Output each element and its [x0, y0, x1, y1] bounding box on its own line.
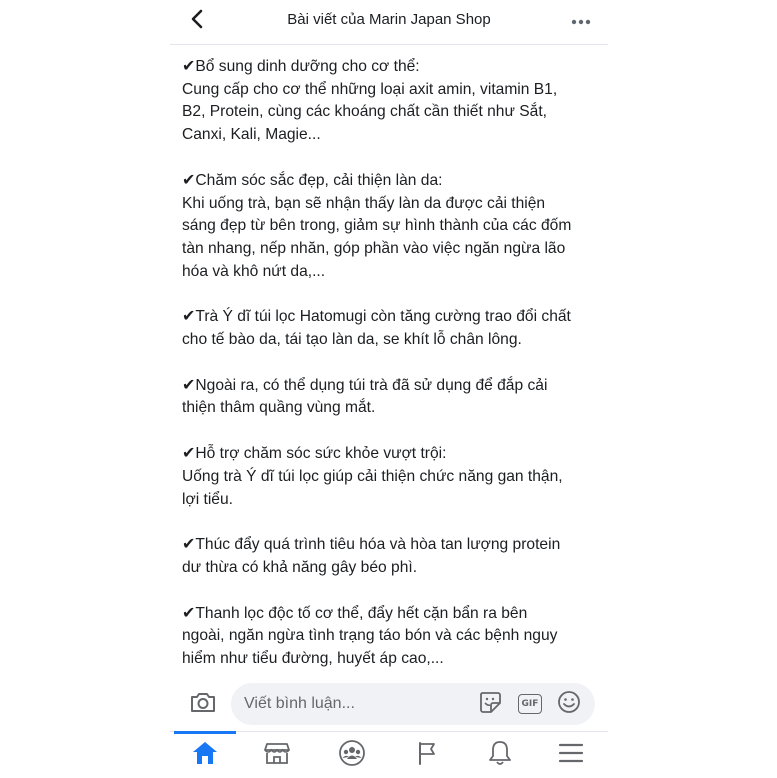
tab-notifications[interactable]: [469, 732, 531, 778]
post-line-text: hiểm như tiểu đường, huyết áp cao,...: [182, 650, 444, 668]
post-line-text: Chăm sóc sắc đẹp, cải thiện làn da:: [195, 171, 443, 189]
post-line-text: thiện thâm quầng vùng mắt.: [182, 399, 376, 417]
post-line-text: Ngoài ra, có thể dụng túi trà đã sử dụng để đắp cải: [195, 376, 548, 394]
post-line-text: Canxi, Kali, Magie...: [182, 126, 321, 144]
tab-groups[interactable]: [321, 732, 383, 778]
post-line-text: Khi uống trà, bạn sẽ nhận thấy làn da được cải thiện: [182, 194, 546, 212]
top-bar: [170, 0, 608, 45]
checkmark-icon: ✔: [182, 376, 196, 394]
hamburger-menu-icon: [558, 742, 584, 769]
post-line: [182, 648, 602, 671]
post-line: [182, 625, 602, 648]
phone-screen: [170, 0, 608, 777]
post-line: [182, 489, 602, 512]
more-horizontal-icon: [571, 12, 591, 30]
post-line-text: cho tế bào da, tái tạo làn da, se khít lỗ chân lông.: [182, 331, 522, 349]
camera-icon: [189, 690, 217, 719]
post-paragraph: [182, 443, 602, 511]
tab-menu[interactable]: [540, 732, 602, 778]
checkmark-icon: ✔: [182, 308, 196, 326]
comment-placeholder: Viết bình luận...: [244, 695, 355, 712]
post-line-text: Uống trà Ý dĩ túi lọc giúp cải thiện chức năng gan thận,: [182, 467, 563, 485]
comment-bar: [170, 677, 608, 731]
page-title: Bài viết của Marin Japan Shop: [287, 11, 491, 28]
post-line: [182, 170, 602, 193]
post-line-text: Cung cấp cho cơ thể những loại axit amin, vitamin B1,: [182, 80, 558, 98]
post-line: [182, 101, 602, 124]
checkmark-icon: ✔: [182, 171, 196, 189]
bell-icon: [487, 739, 513, 772]
post-line: [182, 56, 602, 79]
tab-home[interactable]: [174, 732, 236, 778]
marketplace-icon: [263, 740, 291, 771]
camera-button[interactable]: [188, 689, 218, 719]
groups-icon: [338, 739, 366, 772]
post-line-text: Trà Ý dĩ túi lọc Hatomugi còn tăng cường trao đổi chất: [195, 308, 571, 326]
checkmark-icon: ✔: [182, 604, 196, 622]
tab-pages[interactable]: [396, 732, 458, 778]
post-body: [182, 56, 602, 694]
emoji-icon: [556, 689, 582, 720]
post-line: [182, 557, 602, 580]
sticker-button[interactable]: [477, 691, 503, 717]
more-options-button[interactable]: [568, 9, 594, 33]
post-line: [182, 443, 602, 466]
home-icon: [191, 740, 219, 771]
post-line: [182, 534, 602, 557]
emoji-button[interactable]: [556, 691, 582, 717]
bottom-tab-bar: [170, 731, 608, 778]
post-line-text: lợi tiểu.: [182, 490, 233, 508]
post-line-text: B2, Protein, cùng các khoáng chất cần thiết như Sắt,: [182, 103, 547, 121]
back-button[interactable]: [184, 8, 210, 34]
post-line: [182, 603, 602, 626]
post-paragraph: [182, 306, 602, 351]
post-line: [182, 329, 602, 352]
post-paragraph: [182, 56, 602, 147]
post-line-text: Thanh lọc độc tố cơ thể, đẩy hết cặn bẩn ra bên: [195, 604, 528, 622]
post-line-text: dư thừa có khả năng gây béo phì.: [182, 558, 418, 576]
post-line: [182, 238, 602, 261]
sticker-icon: [477, 689, 503, 720]
tab-marketplace[interactable]: [246, 732, 308, 778]
post-line-text: Hỗ trợ chăm sóc sức khỏe vượt trội:: [195, 445, 447, 463]
post-paragraph: [182, 534, 602, 579]
post-line: [182, 193, 602, 216]
gif-button[interactable]: [517, 691, 543, 717]
post-line-text: tàn nhang, nếp nhăn, góp phần vào việc ngăn ngừa lão: [182, 239, 566, 257]
gif-icon: GIF: [518, 694, 542, 714]
post-line-text: sáng đẹp từ bên trong, giảm sự hình thành của các đốm: [182, 217, 572, 235]
flag-icon: [415, 740, 439, 771]
post-line-text: Thúc đẩy quá trình tiêu hóa và hòa tan lượng protein: [195, 536, 561, 554]
comment-input[interactable]: [231, 683, 595, 725]
checkmark-icon: ✔: [182, 445, 196, 463]
post-line-text: hóa và khô nứt da,...: [182, 262, 326, 280]
post-line: [182, 375, 602, 398]
post-line: [182, 397, 602, 420]
checkmark-icon: ✔: [182, 58, 196, 75]
post-line: [182, 124, 602, 147]
post-paragraph: [182, 170, 602, 284]
post-line: [182, 466, 602, 489]
post-paragraph: [182, 375, 602, 420]
post-line: [182, 261, 602, 284]
post-line: [182, 79, 602, 102]
post-paragraph: [182, 603, 602, 671]
post-line-text: ngoài, ngăn ngừa tình trạng táo bón và các bệnh nguy: [182, 627, 558, 645]
checkmark-icon: ✔: [182, 536, 196, 554]
post-line: [182, 306, 602, 329]
post-line: [182, 215, 602, 238]
chevron-left-icon: [190, 9, 204, 34]
post-line-text: Bổ sung dinh dưỡng cho cơ thể:: [195, 58, 420, 75]
